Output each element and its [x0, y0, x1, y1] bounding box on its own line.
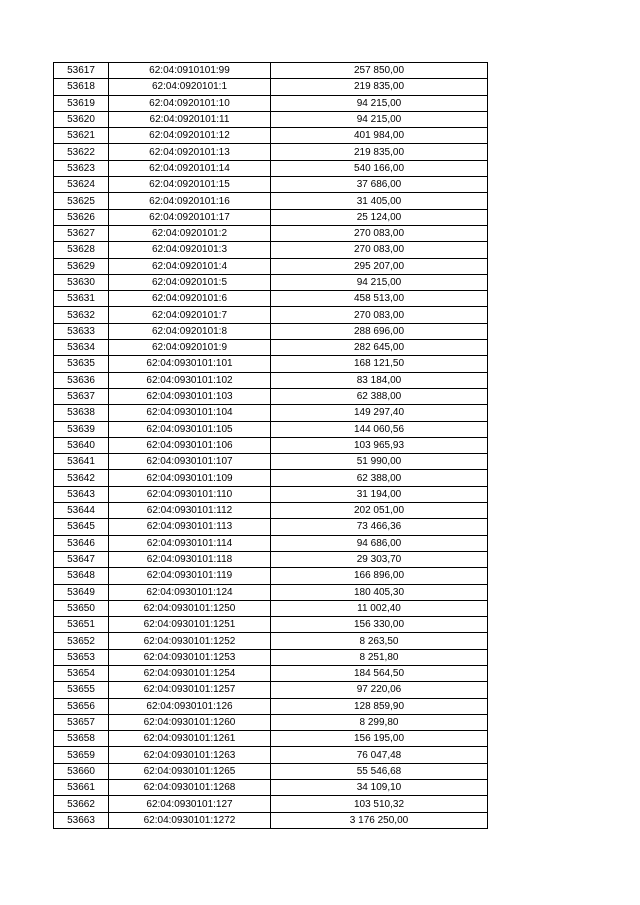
cadastral-value-cell: 458 513,00: [271, 291, 488, 307]
row-number-cell: 53648: [54, 568, 109, 584]
cadastral-number-cell: 62:04:0920101:13: [109, 144, 271, 160]
cadastral-value-cell: 94 686,00: [271, 535, 488, 551]
row-number-cell: 53637: [54, 388, 109, 404]
row-number-cell: 53639: [54, 421, 109, 437]
row-number-cell: 53654: [54, 665, 109, 681]
row-number-cell: 53628: [54, 242, 109, 258]
cadastral-value-cell: 540 166,00: [271, 160, 488, 176]
table-row: [54, 584, 488, 600]
cadastral-value-cell: 257 850,00: [271, 63, 488, 79]
row-number-cell: 53647: [54, 551, 109, 567]
cadastral-number-cell: 62:04:0930101:1261: [109, 731, 271, 747]
cadastral-number-cell: 62:04:0930101:104: [109, 405, 271, 421]
table-row: [54, 323, 488, 339]
row-number-cell: 53630: [54, 274, 109, 290]
cadastral-number-cell: 62:04:0920101:3: [109, 242, 271, 258]
cadastral-value-cell: 202 051,00: [271, 503, 488, 519]
cadastral-number-cell: 62:04:0930101:106: [109, 437, 271, 453]
cadastral-number-cell: 62:04:0910101:99: [109, 63, 271, 79]
row-number-cell: 53617: [54, 63, 109, 79]
cadastral-number-cell: 62:04:0930101:110: [109, 486, 271, 502]
row-number-cell: 53620: [54, 111, 109, 127]
cadastral-number-cell: 62:04:0930101:1254: [109, 665, 271, 681]
cadastral-number-cell: 62:04:0930101:114: [109, 535, 271, 551]
cadastral-value-cell: 166 896,00: [271, 568, 488, 584]
cadastral-value-cell: 144 060,56: [271, 421, 488, 437]
cadastral-value-cell: 62 388,00: [271, 388, 488, 404]
cadastral-number-cell: 62:04:0930101:1251: [109, 617, 271, 633]
table-row: [54, 812, 488, 828]
table-row: [54, 503, 488, 519]
cadastral-value-cell: 149 297,40: [271, 405, 488, 421]
row-number-cell: 53661: [54, 780, 109, 796]
cadastral-value-cell: 51 990,00: [271, 454, 488, 470]
cadastral-value-cell: 3 176 250,00: [271, 812, 488, 828]
row-number-cell: 53642: [54, 470, 109, 486]
table-row: [54, 160, 488, 176]
cadastral-number-cell: 62:04:0930101:103: [109, 388, 271, 404]
cadastral-value-cell: 270 083,00: [271, 307, 488, 323]
cadastral-value-cell: 156 195,00: [271, 731, 488, 747]
row-number-cell: 53650: [54, 600, 109, 616]
cadastral-value-cell: 55 546,68: [271, 763, 488, 779]
cadastral-value-cell: 94 215,00: [271, 95, 488, 111]
cadastral-value-cell: 25 124,00: [271, 209, 488, 225]
row-number-cell: 53658: [54, 731, 109, 747]
cadastral-number-cell: 62:04:0930101:1268: [109, 780, 271, 796]
row-number-cell: 53627: [54, 225, 109, 241]
row-number-cell: 53655: [54, 682, 109, 698]
table-row: [54, 682, 488, 698]
table-row: [54, 714, 488, 730]
row-number-cell: 53659: [54, 747, 109, 763]
cadastral-number-cell: 62:04:0920101:4: [109, 258, 271, 274]
row-number-cell: 53638: [54, 405, 109, 421]
row-number-cell: 53640: [54, 437, 109, 453]
table-row: [54, 780, 488, 796]
cadastral-number-cell: 62:04:0920101:15: [109, 177, 271, 193]
cadastral-number-cell: 62:04:0930101:119: [109, 568, 271, 584]
cadastral-number-cell: 62:04:0930101:1260: [109, 714, 271, 730]
cadastral-value-cell: 94 215,00: [271, 274, 488, 290]
row-number-cell: 53643: [54, 486, 109, 502]
table-row: [54, 649, 488, 665]
row-number-cell: 53662: [54, 796, 109, 812]
cadastral-value-cell: 288 696,00: [271, 323, 488, 339]
cadastral-number-cell: 62:04:0920101:9: [109, 340, 271, 356]
cadastral-number-cell: 62:04:0920101:10: [109, 95, 271, 111]
table-row: [54, 698, 488, 714]
table-row: [54, 405, 488, 421]
row-number-cell: 53621: [54, 128, 109, 144]
cadastral-value-cell: 76 047,48: [271, 747, 488, 763]
table-row: [54, 665, 488, 681]
cadastral-number-cell: 62:04:0920101:17: [109, 209, 271, 225]
cadastral-value-cell: 282 645,00: [271, 340, 488, 356]
row-number-cell: 53635: [54, 356, 109, 372]
cadastral-value-cell: 219 835,00: [271, 79, 488, 95]
table-row: [54, 568, 488, 584]
table-row: [54, 454, 488, 470]
cadastral-number-cell: 62:04:0930101:1265: [109, 763, 271, 779]
row-number-cell: 53652: [54, 633, 109, 649]
table-row: [54, 111, 488, 127]
cadastral-number-cell: 62:04:0920101:2: [109, 225, 271, 241]
cadastral-value-cell: 180 405,30: [271, 584, 488, 600]
row-number-cell: 53656: [54, 698, 109, 714]
row-number-cell: 53644: [54, 503, 109, 519]
table-row: [54, 731, 488, 747]
row-number-cell: 53641: [54, 454, 109, 470]
cadastral-value-cell: 34 109,10: [271, 780, 488, 796]
cadastral-value-cell: 31 405,00: [271, 193, 488, 209]
cadastral-number-cell: 62:04:0930101:109: [109, 470, 271, 486]
cadastral-number-cell: 62:04:0930101:101: [109, 356, 271, 372]
table-row: [54, 209, 488, 225]
row-number-cell: 53657: [54, 714, 109, 730]
cadastral-number-cell: 62:04:0930101:113: [109, 519, 271, 535]
table-row: [54, 388, 488, 404]
cadastral-number-cell: 62:04:0920101:16: [109, 193, 271, 209]
cadastral-value-cell: 8 263,50: [271, 633, 488, 649]
cadastral-number-cell: 62:04:0930101:105: [109, 421, 271, 437]
table-row: [54, 437, 488, 453]
cadastral-value-cell: 270 083,00: [271, 242, 488, 258]
table-row: [54, 763, 488, 779]
table-row: [54, 535, 488, 551]
table-row: [54, 63, 488, 79]
cadastral-number-cell: 62:04:0930101:102: [109, 372, 271, 388]
row-number-cell: 53629: [54, 258, 109, 274]
table-row: [54, 193, 488, 209]
table-row: [54, 340, 488, 356]
row-number-cell: 53632: [54, 307, 109, 323]
cadastral-number-cell: 62:04:0920101:8: [109, 323, 271, 339]
cadastral-number-cell: 62:04:0930101:127: [109, 796, 271, 812]
table-row: [54, 633, 488, 649]
cadastral-value-cell: 8 299,80: [271, 714, 488, 730]
table-row: [54, 242, 488, 258]
cadastral-number-cell: 62:04:0930101:126: [109, 698, 271, 714]
cadastral-value-cell: 73 466,36: [271, 519, 488, 535]
cadastral-value-cell: 94 215,00: [271, 111, 488, 127]
cadastral-value-cell: 103 510,32: [271, 796, 488, 812]
cadastral-value-cell: 184 564,50: [271, 665, 488, 681]
row-number-cell: 53622: [54, 144, 109, 160]
cadastral-number-cell: 62:04:0920101:5: [109, 274, 271, 290]
cadastral-value-cell: 97 220,06: [271, 682, 488, 698]
row-number-cell: 53625: [54, 193, 109, 209]
table-row: [54, 551, 488, 567]
row-number-cell: 53626: [54, 209, 109, 225]
table-row: [54, 144, 488, 160]
cadastral-value-cell: 295 207,00: [271, 258, 488, 274]
cadastral-value-cell: 8 251,80: [271, 649, 488, 665]
row-number-cell: 53619: [54, 95, 109, 111]
row-number-cell: 53651: [54, 617, 109, 633]
row-number-cell: 53645: [54, 519, 109, 535]
cadastral-value-cell: 270 083,00: [271, 225, 488, 241]
cadastral-number-cell: 62:04:0920101:11: [109, 111, 271, 127]
table-row: [54, 291, 488, 307]
row-number-cell: 53663: [54, 812, 109, 828]
table-row: [54, 225, 488, 241]
table-row: [54, 617, 488, 633]
table-row: [54, 356, 488, 372]
cadastral-value-cell: 103 965,93: [271, 437, 488, 453]
table-row: [54, 796, 488, 812]
cadastral-value-cell: 37 686,00: [271, 177, 488, 193]
cadastral-number-cell: 62:04:0930101:1250: [109, 600, 271, 616]
cadastral-value-cell: 128 859,90: [271, 698, 488, 714]
cadastral-value-cell: 156 330,00: [271, 617, 488, 633]
table-row: [54, 177, 488, 193]
cadastral-number-cell: 62:04:0920101:12: [109, 128, 271, 144]
cadastral-value-cell: 83 184,00: [271, 372, 488, 388]
cadastral-value-cell: 11 002,40: [271, 600, 488, 616]
row-number-cell: 53653: [54, 649, 109, 665]
row-number-cell: 53649: [54, 584, 109, 600]
cadastral-number-cell: 62:04:0930101:112: [109, 503, 271, 519]
row-number-cell: 53660: [54, 763, 109, 779]
table-body: [54, 63, 488, 829]
cadastral-number-cell: 62:04:0930101:1252: [109, 633, 271, 649]
table-row: [54, 372, 488, 388]
cadastral-number-cell: 62:04:0920101:6: [109, 291, 271, 307]
table-row: [54, 79, 488, 95]
row-number-cell: 53618: [54, 79, 109, 95]
cadastral-value-cell: 31 194,00: [271, 486, 488, 502]
cadastral-number-cell: 62:04:0920101:14: [109, 160, 271, 176]
cadastral-number-cell: 62:04:0930101:107: [109, 454, 271, 470]
cadastral-value-cell: 401 984,00: [271, 128, 488, 144]
cadastral-number-cell: 62:04:0920101:1: [109, 79, 271, 95]
row-number-cell: 53633: [54, 323, 109, 339]
table-row: [54, 128, 488, 144]
table-row: [54, 747, 488, 763]
table-row: [54, 258, 488, 274]
table-row: [54, 274, 488, 290]
row-number-cell: 53634: [54, 340, 109, 356]
cadastral-number-cell: 62:04:0930101:1257: [109, 682, 271, 698]
cadastral-number-cell: 62:04:0930101:1272: [109, 812, 271, 828]
row-number-cell: 53624: [54, 177, 109, 193]
row-number-cell: 53631: [54, 291, 109, 307]
cadastral-number-cell: 62:04:0920101:7: [109, 307, 271, 323]
table-row: [54, 95, 488, 111]
cadastral-value-table: [53, 62, 488, 829]
table-row: [54, 421, 488, 437]
row-number-cell: 53623: [54, 160, 109, 176]
table-row: [54, 486, 488, 502]
cadastral-number-cell: 62:04:0930101:1263: [109, 747, 271, 763]
table-row: [54, 519, 488, 535]
cadastral-number-cell: 62:04:0930101:1253: [109, 649, 271, 665]
table-row: [54, 307, 488, 323]
cadastral-value-cell: 29 303,70: [271, 551, 488, 567]
row-number-cell: 53636: [54, 372, 109, 388]
table-row: [54, 600, 488, 616]
cadastral-value-cell: 62 388,00: [271, 470, 488, 486]
cadastral-number-cell: 62:04:0930101:124: [109, 584, 271, 600]
row-number-cell: 53646: [54, 535, 109, 551]
table-row: [54, 470, 488, 486]
cadastral-number-cell: 62:04:0930101:118: [109, 551, 271, 567]
cadastral-value-cell: 168 121,50: [271, 356, 488, 372]
cadastral-value-cell: 219 835,00: [271, 144, 488, 160]
